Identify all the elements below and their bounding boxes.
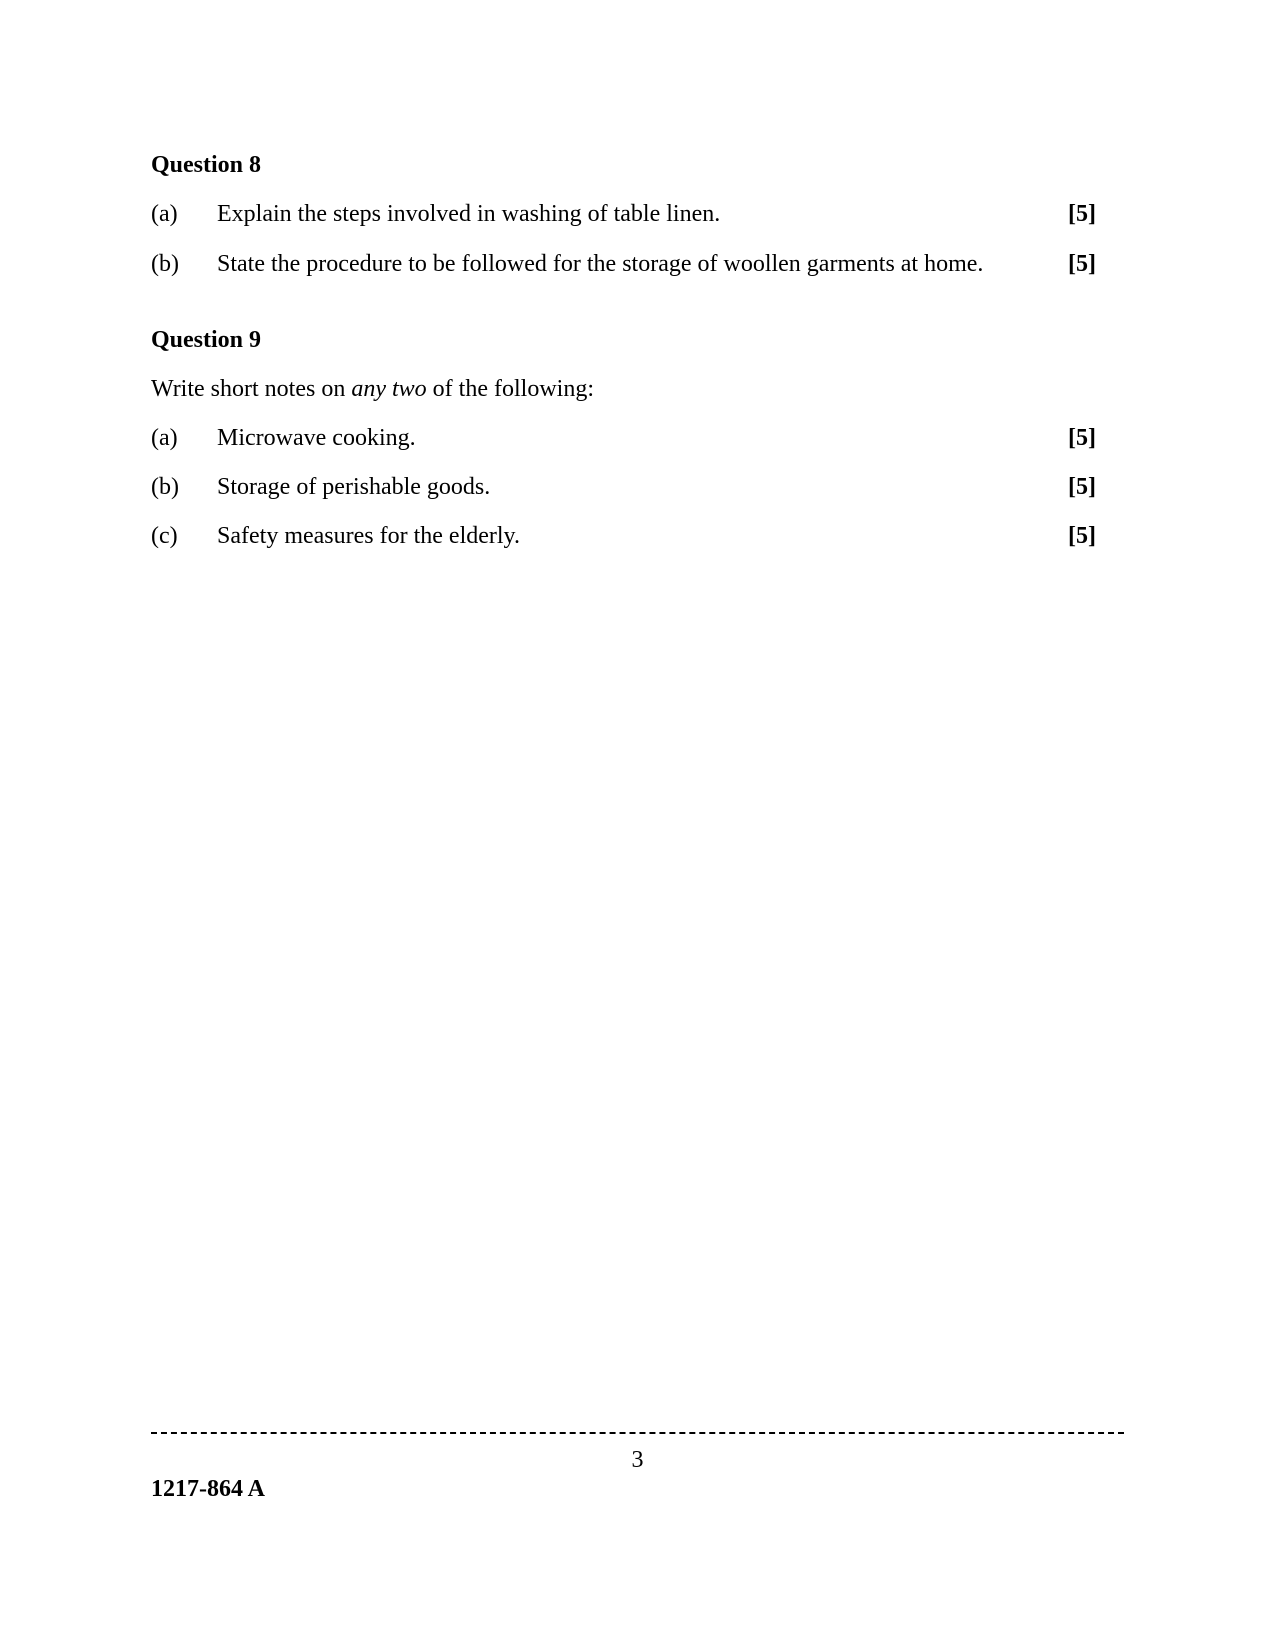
question-9-instruction <box>151 375 594 403</box>
marks-badge: [5] <box>1068 201 1096 227</box>
part-label: (a) <box>151 201 178 227</box>
footer-divider <box>151 1432 1124 1434</box>
part-text: State the procedure to be followed for the storage of woollen garments at home. <box>217 251 984 277</box>
instruction-emphasis: any two <box>351 376 427 402</box>
marks-badge: [5] <box>1068 523 1096 549</box>
question-9-heading: Question 9 <box>151 327 262 353</box>
part-label: (a) <box>151 425 178 451</box>
question-8-part-b <box>151 250 1096 280</box>
question-9-part-a <box>151 424 1096 454</box>
part-label: (b) <box>151 251 179 277</box>
marks-badge: [5] <box>1068 251 1096 277</box>
part-label: (c) <box>151 523 178 549</box>
marks-badge: [5] <box>1068 474 1096 500</box>
instruction-text: Write short notes on <box>151 376 352 402</box>
marks-badge: [5] <box>1068 425 1096 451</box>
question-9-part-b <box>151 473 1096 503</box>
part-text: Microwave cooking. <box>217 425 416 451</box>
part-text: Explain the steps involved in washing of table linen. <box>217 201 721 227</box>
part-label: (b) <box>151 474 179 500</box>
question-8-heading: Question 8 <box>151 152 262 178</box>
part-text: Storage of perishable goods. <box>217 474 491 500</box>
question-8-part-a <box>151 200 1096 230</box>
paper-code: 1217-864 A <box>151 1476 265 1502</box>
part-text: Safety measures for the elderly. <box>217 523 520 549</box>
page-number: 3 <box>631 1447 644 1473</box>
question-9-part-c <box>151 522 1096 552</box>
instruction-text-end: of the following: <box>426 376 594 402</box>
